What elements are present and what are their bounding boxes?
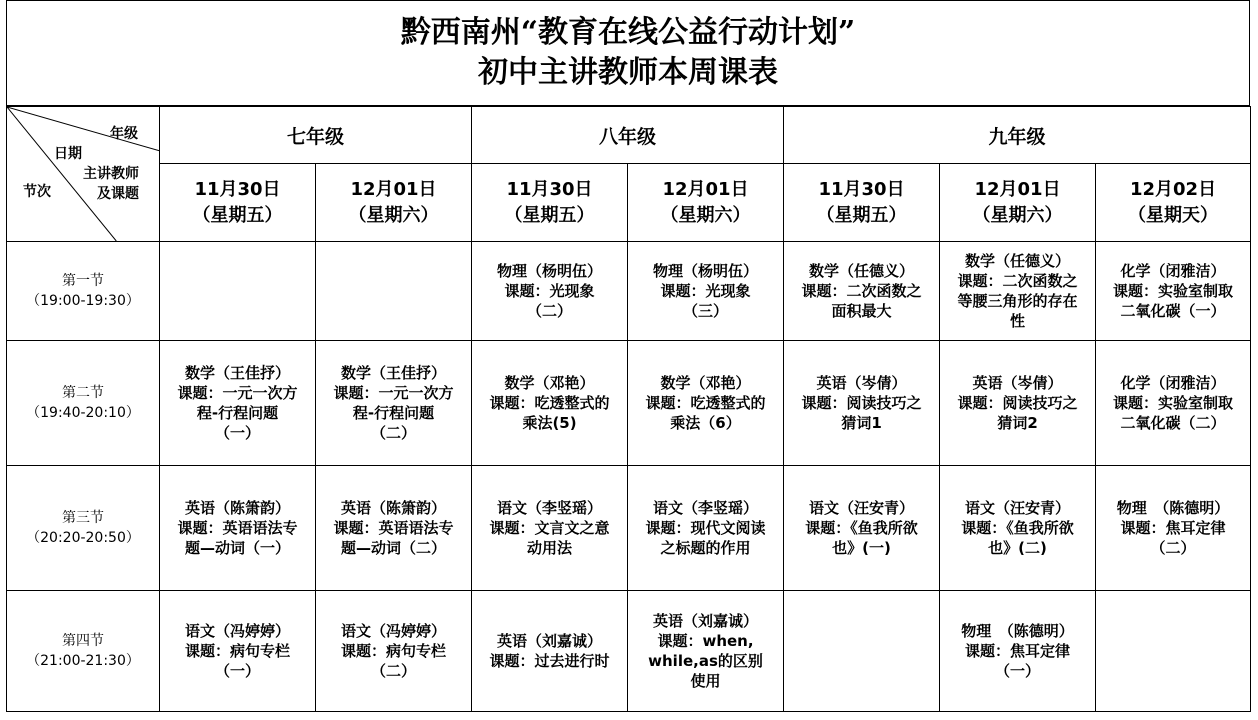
period-cell bbox=[7, 466, 160, 591]
lesson-topic-line: （一） bbox=[995, 662, 1041, 680]
lesson-subject-teacher: 化学（闭雅洁） bbox=[1120, 374, 1226, 392]
lesson-subject-teacher: 英语（刘嘉诚） bbox=[497, 632, 603, 650]
lesson-topic-line: while,as的区别 bbox=[648, 652, 763, 670]
corner-header bbox=[7, 107, 160, 242]
lesson-topic-line: 课题：阅读技巧之 bbox=[957, 394, 1078, 412]
lesson-topic-line: 课题：《鱼我所欲 bbox=[961, 519, 1074, 537]
lesson-cell bbox=[160, 591, 316, 712]
date-header-cell bbox=[160, 164, 316, 242]
lesson-topic-line: 猜词2 bbox=[997, 414, 1038, 432]
period-time: （19:40-20:10） bbox=[26, 405, 140, 421]
lesson-topic-line: 使用 bbox=[690, 672, 721, 690]
lesson-topic-line: 猜词1 bbox=[841, 414, 882, 432]
lesson-subject-teacher: 数学（任德义） bbox=[809, 262, 915, 280]
lesson-subject-teacher: 英语（陈箫韵） bbox=[341, 499, 447, 517]
lesson-cell bbox=[1096, 341, 1251, 466]
lesson-cell bbox=[784, 242, 940, 341]
lesson-topic-line: 课题：《鱼我所欲 bbox=[805, 519, 918, 537]
period-cell bbox=[7, 242, 160, 341]
period-name: 第三节 bbox=[62, 510, 104, 526]
corner-grade-label: 年级 bbox=[110, 126, 138, 142]
period-time: （19:00-19:30） bbox=[26, 293, 140, 309]
lesson-topic-line: 程-行程问题 bbox=[196, 404, 279, 422]
lesson-topic-line: 课题：现代文阅读 bbox=[645, 519, 766, 537]
date-header-cell bbox=[940, 164, 1096, 242]
grade-9-header: 九年级 bbox=[784, 107, 1251, 164]
lesson-topic-line: 课题：光现象 bbox=[504, 282, 595, 300]
weekday-text: （星期天） bbox=[1128, 204, 1219, 226]
period-row bbox=[7, 341, 1251, 466]
date-text: 12月02日 bbox=[1129, 178, 1217, 200]
lesson-topic-line: （一） bbox=[214, 424, 260, 442]
lesson-topic-line: 题—动词（一） bbox=[184, 539, 290, 557]
lesson-topic-line: 题—动词（二） bbox=[341, 539, 447, 557]
date-text: 12月01日 bbox=[662, 178, 749, 200]
lesson-subject-teacher: 数学（邓艳） bbox=[504, 374, 595, 392]
period-row bbox=[7, 242, 1251, 341]
grade-7-header: 七年级 bbox=[160, 107, 472, 164]
lesson-subject-teacher: 英语（陈箫韵） bbox=[184, 499, 290, 517]
date-text: 12月01日 bbox=[350, 178, 437, 200]
lesson-subject-teacher: 物理（杨明伍） bbox=[653, 262, 759, 280]
lesson-subject-teacher: 物理（杨明伍） bbox=[497, 262, 603, 280]
lesson-topic-line: 也》(二) bbox=[988, 539, 1047, 557]
lesson-topic-line: 等腰三角形的存在 bbox=[957, 292, 1078, 310]
lesson-cell bbox=[1096, 466, 1251, 591]
lesson-topic-line: 课题：二次函数之 bbox=[957, 272, 1078, 290]
lesson-topic-line: 乘法(5) bbox=[522, 414, 577, 432]
lesson-topic-line: 课题：二次函数之 bbox=[801, 282, 922, 300]
lesson-cell bbox=[628, 466, 784, 591]
date-header-cell bbox=[472, 164, 628, 242]
lesson-topic-line: （二） bbox=[527, 302, 573, 320]
lesson-cell bbox=[628, 242, 784, 341]
lesson-cell bbox=[940, 591, 1096, 712]
period-cell bbox=[7, 341, 160, 466]
lesson-topic-line: 程-行程问题 bbox=[352, 404, 435, 422]
lesson-cell bbox=[628, 591, 784, 712]
lesson-cell bbox=[472, 242, 628, 341]
period-cell bbox=[7, 591, 160, 712]
lesson-topic-line: 课题：病句专栏 bbox=[184, 642, 290, 660]
period-name: 第四节 bbox=[62, 633, 104, 649]
corner-teacher-label-2: 及课题 bbox=[97, 186, 139, 202]
date-header-cell bbox=[784, 164, 940, 242]
lesson-topic-line: （二） bbox=[371, 424, 417, 442]
period-time: （20:20-20:50） bbox=[26, 530, 140, 546]
lesson-topic-line: 课题：焦耳定律 bbox=[965, 642, 1071, 660]
lesson-cell bbox=[784, 341, 940, 466]
lesson-cell bbox=[784, 466, 940, 591]
lesson-subject-teacher: 语文（汪安青） bbox=[965, 499, 1071, 517]
lesson-topic-line: 课题：英语语法专 bbox=[177, 519, 298, 537]
weekday-text: （星期五） bbox=[504, 204, 595, 226]
date-header-row bbox=[7, 164, 1251, 242]
lesson-topic-line: 课题：实验室制取 bbox=[1113, 282, 1234, 300]
lesson-cell bbox=[628, 341, 784, 466]
weekday-text: （星期六） bbox=[348, 204, 439, 226]
empty-cell bbox=[784, 591, 940, 712]
lesson-topic-line: 课题：过去进行时 bbox=[489, 652, 610, 670]
date-header-cell bbox=[628, 164, 784, 242]
lesson-topic-line: 课题：一元一次方 bbox=[177, 384, 298, 402]
lesson-cell bbox=[940, 242, 1096, 341]
lesson-cell bbox=[160, 466, 316, 591]
title-box bbox=[6, 0, 1250, 106]
period-name: 第一节 bbox=[62, 273, 104, 289]
page-title: 黔西南州“教育在线公益行动计划” bbox=[400, 15, 856, 50]
lesson-cell bbox=[160, 341, 316, 466]
lesson-subject-teacher: 语文（李竖瑶） bbox=[497, 499, 603, 517]
period-row bbox=[7, 591, 1251, 712]
lesson-subject-teacher: 化学（闭雅洁） bbox=[1120, 262, 1226, 280]
lesson-topic-line: 也》(一) bbox=[832, 539, 891, 557]
date-header-cell bbox=[1096, 164, 1251, 242]
period-row bbox=[7, 466, 1251, 591]
empty-cell bbox=[160, 242, 316, 341]
lesson-cell bbox=[472, 466, 628, 591]
lesson-topic-line: 课题：when, bbox=[657, 632, 754, 650]
lesson-cell bbox=[316, 466, 472, 591]
lesson-topic-line: （一） bbox=[214, 662, 260, 680]
date-text: 11月30日 bbox=[194, 178, 281, 200]
corner-teacher-label-1: 主讲教师 bbox=[83, 166, 139, 182]
lesson-subject-teacher: 物理 （陈德明） bbox=[1116, 499, 1230, 517]
empty-cell bbox=[1096, 591, 1251, 712]
lesson-subject-teacher: 语文（李竖瑶） bbox=[653, 499, 759, 517]
lesson-subject-teacher: 语文（汪安青） bbox=[809, 499, 915, 517]
lesson-topic-line: 之标题的作用 bbox=[660, 539, 751, 557]
lesson-topic-line: 面积最大 bbox=[831, 302, 892, 320]
lesson-subject-teacher: 物理 （陈德明） bbox=[961, 622, 1074, 640]
weekday-text: （星期六） bbox=[660, 204, 751, 226]
lesson-subject-teacher: 英语（刘嘉诚） bbox=[653, 612, 759, 630]
lesson-topic-line: 二氧化碳（一） bbox=[1120, 302, 1226, 320]
lesson-cell bbox=[316, 341, 472, 466]
lesson-topic-line: 动用法 bbox=[527, 539, 573, 557]
lesson-topic-line: 二氧化碳（二） bbox=[1120, 414, 1226, 432]
lesson-topic-line: 性 bbox=[1010, 312, 1026, 330]
lesson-cell bbox=[1096, 242, 1251, 341]
lesson-topic-line: 课题：英语语法专 bbox=[333, 519, 454, 537]
lesson-topic-line: （二） bbox=[371, 662, 417, 680]
date-text: 11月30日 bbox=[818, 178, 905, 200]
lesson-topic-line: （三） bbox=[683, 302, 729, 320]
period-time: （21:00-21:30） bbox=[26, 653, 140, 669]
lesson-topic-line: 课题：病句专栏 bbox=[341, 642, 447, 660]
date-text: 12月01日 bbox=[974, 178, 1061, 200]
lesson-topic-line: （二） bbox=[1150, 539, 1196, 557]
corner-period-label: 节次 bbox=[23, 184, 51, 200]
date-text: 11月30日 bbox=[506, 178, 593, 200]
lesson-cell bbox=[472, 341, 628, 466]
lesson-topic-line: 乘法（6） bbox=[670, 414, 741, 432]
lesson-subject-teacher: 语文（冯婷婷） bbox=[184, 622, 290, 640]
weekday-text: （星期六） bbox=[972, 204, 1063, 226]
lesson-cell bbox=[940, 466, 1096, 591]
page-subtitle: 初中主讲教师本周课表 bbox=[478, 55, 778, 90]
period-name: 第二节 bbox=[62, 385, 104, 401]
lesson-subject-teacher: 英语（岑倩） bbox=[816, 374, 907, 392]
lesson-topic-line: 课题：焦耳定律 bbox=[1120, 519, 1226, 537]
grade-header-row bbox=[7, 107, 1251, 164]
corner-date-label: 日期 bbox=[54, 146, 82, 162]
grade-8-header: 八年级 bbox=[472, 107, 784, 164]
empty-cell bbox=[316, 242, 472, 341]
schedule-table bbox=[6, 106, 1251, 712]
lesson-topic-line: 课题：文言文之意 bbox=[489, 519, 610, 537]
lesson-subject-teacher: 数学（邓艳） bbox=[660, 374, 751, 392]
weekday-text: （星期五） bbox=[192, 204, 283, 226]
lesson-subject-teacher: 数学（王佳抒） bbox=[341, 364, 447, 382]
weekday-text: （星期五） bbox=[816, 204, 907, 226]
lesson-topic-line: 课题：实验室制取 bbox=[1113, 394, 1234, 412]
lesson-cell bbox=[472, 591, 628, 712]
lesson-cell bbox=[940, 341, 1096, 466]
lesson-subject-teacher: 英语（岑倩） bbox=[972, 374, 1063, 392]
lesson-topic-line: 课题：一元一次方 bbox=[333, 384, 454, 402]
lesson-topic-line: 课题：光现象 bbox=[660, 282, 751, 300]
date-header-cell bbox=[316, 164, 472, 242]
lesson-topic-line: 课题：阅读技巧之 bbox=[801, 394, 922, 412]
lesson-topic-line: 课题：吃透整式的 bbox=[489, 394, 610, 412]
lesson-subject-teacher: 数学（任德义） bbox=[965, 252, 1071, 270]
lesson-cell bbox=[316, 591, 472, 712]
lesson-topic-line: 课题：吃透整式的 bbox=[645, 394, 766, 412]
lesson-subject-teacher: 语文（冯婷婷） bbox=[341, 622, 447, 640]
lesson-subject-teacher: 数学（王佳抒） bbox=[184, 364, 290, 382]
